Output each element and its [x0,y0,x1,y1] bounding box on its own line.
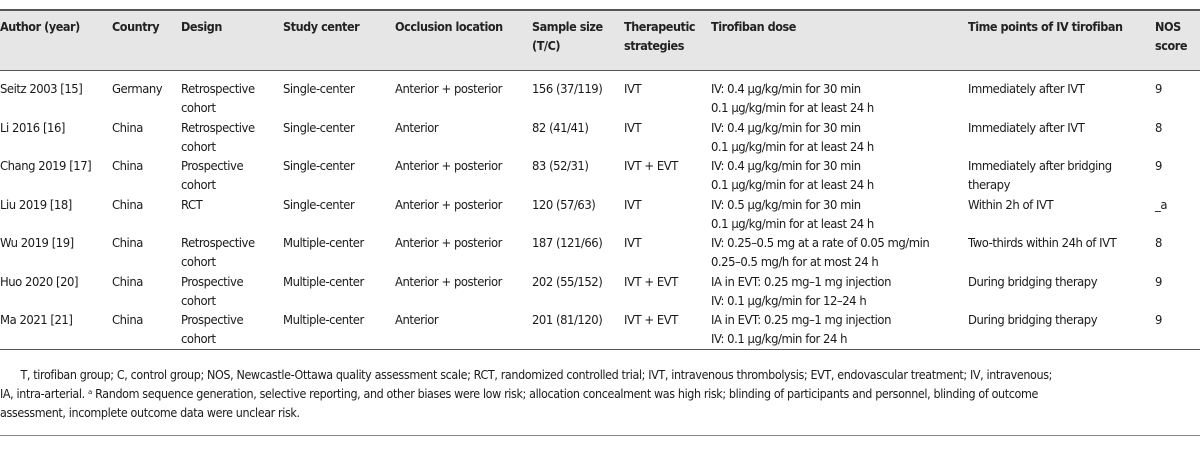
cell-author: Huo 2020 [20] [0,273,79,289]
cell-occlusion-location: Anterior + posterior [395,235,502,250]
cell-design: RCT [181,196,203,212]
cell-therapeutic-strategy: IVT [624,81,642,96]
top-rule [0,9,1200,11]
cell-design: Prospective cohort [181,158,244,192]
header-sample-size: Sample size (T/C) [532,19,603,53]
cell-design: Retrospective cohort [181,119,255,154]
header-design: Design [181,19,222,34]
cell-dose-line-1: IA in EVT: 0.25 mg–1 mg injection [711,273,891,289]
cell-country: China [112,235,143,250]
footnote-line-3: assessment, incomplete outcome data were unclear risk. [0,406,300,420]
cell-sample-size: 187 (121/66) [532,235,603,250]
cell-country: Germany [112,81,163,96]
cell-occlusion-location: Anterior + posterior [395,273,502,289]
header-tirofiban-dose: Tirofiban dose [711,19,796,34]
cell-sample-size: 83 (52/31) [532,158,589,173]
cell-author: Li 2016 [16] [0,119,65,135]
cell-dose-line-2: 0.1 μg/kg/min for at least 24 h [711,138,874,154]
cell-dose-line-2: 0.1 μg/kg/min for at least 24 h [711,215,874,231]
header-rule [0,70,1200,71]
cell-occlusion-location: Anterior [395,312,439,327]
footnote-line-2: IA, intra-arterial. ᵃ Random sequence generation, selective reporting, and other biases were low risk; allocation concealment was high risk; blinding of participants and personnel, blinding of outcome [0,387,1038,401]
bottom-rule [0,349,1200,350]
footnote-line-1: T, tirofiban group; C, control group; NOS, Newcastle-Ottawa quality assessment scale; RCT, randomized controlled trial; IVT, intravenous thrombolysis; EVT, endovascular treatment; IV, intravenous; [20,368,1053,382]
cell-dose-line-2: 0.1 μg/kg/min for at least 24 h [711,100,874,115]
cell-therapeutic-strategy: IVT [624,235,642,250]
cell-therapeutic-strategy: IVT + EVT [624,273,678,289]
cell-time-points: Within 2h of IVT [968,196,1054,212]
cell-nos-score: _a [1155,196,1168,212]
cell-time-points: During bridging therapy [968,273,1098,289]
cell-country: China [112,158,143,173]
cell-study-center: Single-center [283,81,355,96]
cell-sample-size: 156 (37/119) [532,81,603,96]
cell-time-points: Two-thirds within 24h of IVT [968,235,1117,250]
cell-time-points: Immediately after bridging therapy [968,158,1112,192]
cell-design: Prospective cohort [181,312,244,346]
cell-dose-line-1: IA in EVT: 0.25 mg–1 mg injection [711,312,891,327]
cell-nos-score: 8 [1155,235,1162,250]
cell-dose-line-2: IV: 0.1 μg/kg/min for 24 h [711,331,848,346]
cell-time-points: Immediately after IVT [968,119,1085,135]
cell-study-center: Single-center [283,119,355,135]
cell-study-center: Single-center [283,196,355,212]
cell-sample-size: 120 (57/63) [532,196,596,212]
cell-sample-size: 82 (41/41) [532,119,589,135]
cell-country: China [112,119,143,135]
cell-therapeutic-strategy: IVT [624,119,642,135]
cell-time-points: During bridging therapy [968,312,1098,327]
cell-author: Ma 2021 [21] [0,312,73,327]
cell-therapeutic-strategy: IVT + EVT [624,158,678,173]
cell-nos-score: 9 [1155,312,1162,327]
cell-therapeutic-strategy: IVT [624,196,642,212]
cell-nos-score: 9 [1155,81,1162,96]
cell-author: Liu 2019 [18] [0,196,72,212]
cell-country: China [112,273,143,289]
cell-nos-score: 8 [1155,119,1162,135]
cell-dose-line-1: IV: 0.4 μg/kg/min for 30 min [711,81,861,96]
cell-sample-size: 201 (81/120) [532,312,603,327]
header-author: Author (year) [0,19,80,34]
cell-author: Chang 2019 [17] [0,158,92,173]
header-time-points: Time points of IV tirofiban [968,19,1123,34]
cell-dose-line-2: IV: 0.1 μg/kg/min for 12–24 h [711,292,867,308]
header-country: Country [112,19,160,34]
cell-country: China [112,196,143,212]
footnote-rule [0,435,1200,436]
cell-occlusion-location: Anterior + posterior [395,158,502,173]
cell-dose-line-2: 0.25–0.5 mg/h for at most 24 h [711,254,879,269]
cell-design: Retrospective cohort [181,235,255,269]
cell-dose-line-1: IV: 0.5 μg/kg/min for 30 min [711,196,861,212]
cell-sample-size: 202 (55/152) [532,273,603,289]
cell-dose-line-2: 0.1 μg/kg/min for at least 24 h [711,177,874,192]
cell-dose-line-1: IV: 0.4 μg/kg/min for 30 min [711,119,861,135]
header-occlusion-location: Occlusion location [395,19,503,34]
cell-dose-line-1: IV: 0.4 μg/kg/min for 30 min [711,158,861,173]
cell-nos-score: 9 [1155,273,1162,289]
cell-study-center: Multiple-center [283,273,364,289]
header-nos-score: NOS score [1155,19,1188,53]
cell-occlusion-location: Anterior + posterior [395,196,502,212]
cell-therapeutic-strategy: IVT + EVT [624,312,678,327]
cell-author: Wu 2019 [19] [0,235,74,250]
cell-country: China [112,312,143,327]
cell-study-center: Multiple-center [283,312,364,327]
cell-design: Retrospective cohort [181,81,255,115]
cell-occlusion-location: Anterior + posterior [395,81,502,96]
header-therapeutic-strategies: Therapeutic strategies [624,19,696,53]
cell-study-center: Single-center [283,158,355,173]
cell-study-center: Multiple-center [283,235,364,250]
cell-nos-score: 9 [1155,158,1162,173]
cell-dose-line-1: IV: 0.25–0.5 mg at a rate of 0.05 mg/min [711,235,930,250]
table-footnote [0,366,1172,423]
cell-occlusion-location: Anterior [395,119,439,135]
header-study-center: Study center [283,19,360,34]
cell-time-points: Immediately after IVT [968,81,1085,96]
cell-design: Prospective cohort [181,273,244,308]
cell-author: Seitz 2003 [15] [0,81,83,96]
